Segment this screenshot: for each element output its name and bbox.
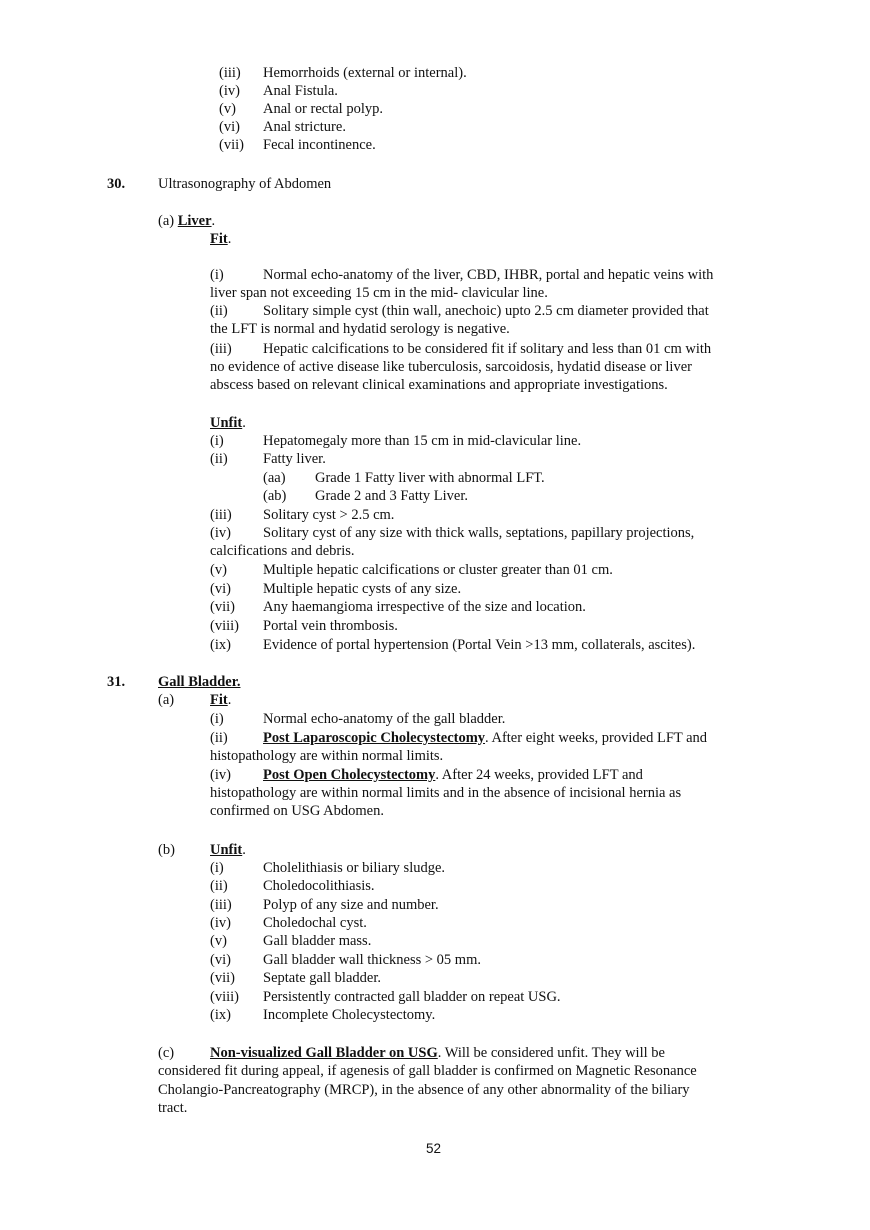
- list-item: Anal stricture.: [263, 119, 346, 135]
- list-number: (vi): [210, 581, 231, 597]
- list-number: (iv): [210, 525, 231, 541]
- list-number: (ii): [210, 878, 228, 894]
- list-number: (i): [210, 433, 224, 449]
- list-item: Normal echo-anatomy of the liver, CBD, IHBR, portal and hepatic veins with: [263, 267, 714, 283]
- section-title: Ultrasonography of Abdomen: [158, 176, 332, 192]
- paragraph-line: Non-visualized Gall Bladder on USG. Will be considered unfit. They will be: [210, 1045, 665, 1061]
- list-number: (i): [210, 860, 224, 876]
- list-item: Choledochal cyst.: [263, 915, 367, 931]
- list-item-continued: the LFT is normal and hydatid serology is negative.: [210, 321, 510, 337]
- list-number: (ab): [263, 488, 287, 504]
- list-number: (v): [219, 101, 236, 117]
- list-item: Hemorrhoids (external or internal).: [263, 65, 467, 81]
- list-number: (iv): [210, 915, 231, 931]
- list-item: Choledocolithiasis.: [263, 878, 375, 894]
- list-item: Polyp of any size and number.: [263, 897, 439, 913]
- list-item: Gall bladder mass.: [263, 933, 372, 949]
- list-item: Hepatic calcifications to be considered fit if solitary and less than 01 cm with: [263, 341, 712, 357]
- subsection-label: (c): [158, 1045, 175, 1061]
- list-item-continued: no evidence of active disease like tuberculosis, sarcoidosis, hydatid disease or liver: [210, 359, 692, 375]
- list-item-continued: histopathology are within normal limits and in the absence of incisional hernia as: [210, 785, 682, 801]
- list-number: (v): [210, 562, 227, 578]
- list-item: Cholelithiasis or biliary sludge.: [263, 860, 446, 876]
- liver-heading: Liver: [177, 213, 212, 229]
- list-number: (vi): [219, 119, 240, 135]
- list-item: Incomplete Cholecystectomy.: [263, 1007, 436, 1023]
- list-number: (ii): [210, 303, 228, 319]
- list-item: Fecal incontinence.: [263, 137, 376, 153]
- list-number: (ii): [210, 451, 228, 467]
- list-item: Multiple hepatic cysts of any size.: [263, 581, 462, 597]
- list-item: Persistently contracted gall bladder on repeat USG.: [263, 989, 561, 1005]
- list-number: (v): [210, 933, 227, 949]
- list-number: (iv): [210, 767, 231, 783]
- list-item: Solitary simple cyst (thin wall, anechoic) upto 2.5 cm diameter provided that: [263, 303, 709, 319]
- list-number: (iii): [210, 341, 232, 357]
- list-number: (iii): [210, 507, 232, 523]
- paragraph-line: considered fit during appeal, if agenesis of gall bladder is confirmed on Magnetic Resonance: [158, 1063, 697, 1079]
- list-item-continued: liver span not exceeding 15 cm in the mid- clavicular line.: [210, 285, 548, 301]
- section-number: 30.: [107, 176, 126, 192]
- fit-heading: Fit.: [210, 692, 232, 708]
- list-item: Portal vein thrombosis.: [263, 618, 398, 634]
- list-item: Fatty liver.: [263, 451, 326, 467]
- list-item: Solitary cyst of any size with thick walls, septations, papillary projections,: [263, 525, 695, 541]
- list-number: (ix): [210, 637, 231, 653]
- list-number: (vii): [219, 137, 244, 153]
- list-item: Anal or rectal polyp.: [263, 101, 383, 117]
- list-item: Anal Fistula.: [263, 83, 338, 99]
- list-item-continued: abscess based on relevant clinical examinations and appropriate investigations.: [210, 377, 668, 393]
- list-number: (viii): [210, 618, 239, 634]
- list-number: (viii): [210, 989, 239, 1005]
- unfit-heading: Unfit.: [210, 842, 246, 858]
- list-number: (ix): [210, 1007, 231, 1023]
- list-number: (iv): [219, 83, 240, 99]
- list-item: Post Open Cholecystectomy. After 24 weeks, provided LFT and: [263, 767, 643, 783]
- paragraph-line: tract.: [158, 1100, 188, 1116]
- page-number: 52: [426, 1141, 442, 1156]
- list-item: Hepatomegaly more than 15 cm in mid-clavicular line.: [263, 433, 582, 449]
- list-number: (i): [210, 267, 224, 283]
- section-title: Gall Bladder.: [158, 674, 241, 690]
- list-item-continued: histopathology are within normal limits.: [210, 748, 444, 764]
- list-number: (iii): [210, 897, 232, 913]
- subsection-label: (a): [158, 692, 175, 708]
- list-number: (vii): [210, 970, 235, 986]
- list-number: (vi): [210, 952, 231, 968]
- list-number: (aa): [263, 470, 286, 486]
- list-item: Septate gall bladder.: [263, 970, 381, 986]
- list-item-continued: calcifications and debris.: [210, 543, 355, 559]
- list-item: Solitary cyst > 2.5 cm.: [263, 507, 395, 523]
- paragraph-line: Cholangio-Pancreatography (MRCP), in the absence of any other abnormality of the biliary: [158, 1082, 690, 1098]
- list-item: Normal echo-anatomy of the gall bladder.: [263, 711, 506, 727]
- list-number: (iii): [219, 65, 241, 81]
- list-number: (ii): [210, 730, 228, 746]
- list-number: (vii): [210, 599, 235, 615]
- subsection-heading-liver: (a) Liver.: [158, 213, 216, 229]
- unfit-heading: Unfit.: [210, 415, 246, 431]
- list-item: Grade 2 and 3 Fatty Liver.: [315, 488, 469, 504]
- list-item: Any haemangioma irrespective of the size and location.: [263, 599, 586, 615]
- list-item: Gall bladder wall thickness > 05 mm.: [263, 952, 481, 968]
- fit-heading: Fit.: [210, 231, 232, 247]
- list-item: Post Laparoscopic Cholecystectomy. After eight weeks, provided LFT and: [263, 730, 708, 746]
- list-number: (i): [210, 711, 224, 727]
- section-number: 31.: [107, 674, 126, 690]
- list-item: Evidence of portal hypertension (Portal Vein >13 mm, collaterals, ascites).: [263, 637, 696, 653]
- list-item: Multiple hepatic calcifications or cluster greater than 01 cm.: [263, 562, 613, 578]
- list-item-continued: confirmed on USG Abdomen.: [210, 803, 384, 819]
- list-item: Grade 1 Fatty liver with abnormal LFT.: [315, 470, 545, 486]
- subsection-label: (b): [158, 842, 175, 858]
